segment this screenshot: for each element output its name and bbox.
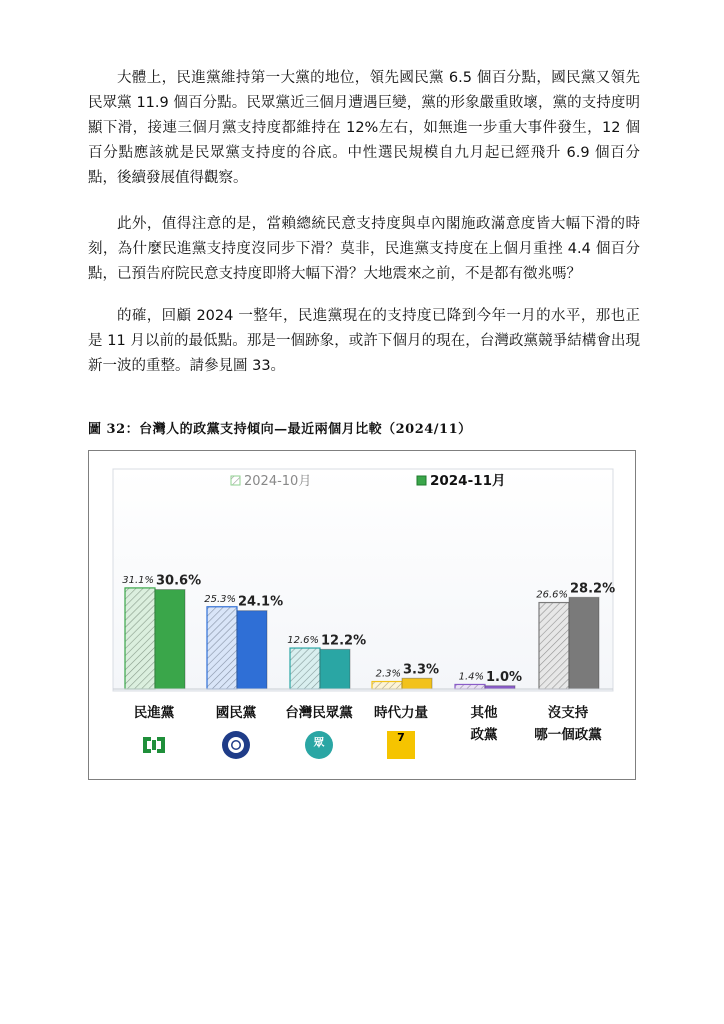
data-label-oct-5: 1.4% xyxy=(458,671,484,683)
data-label-nov-4: 3.3% xyxy=(403,662,440,678)
bar-oct-tint-1 xyxy=(125,588,155,689)
legend-label-2: 2024-11月 xyxy=(430,473,506,489)
category-label-line: 政黨 xyxy=(470,727,498,743)
paragraph-2: 此外，值得注意的是，當賴總統民意支持度與卓內閣施政滿意度皆大幅下滑的時刻，為什麼民進黨支持度沒同步下滑？莫非，民進黨支持度在上個月重挫 4.4 個百分點，已預告府院民意支持度即將大幅下滑？大地震來之前，不是都有徵兆嗎？ xyxy=(88,216,640,282)
data-label-nov-5: 1.0% xyxy=(486,669,523,685)
category-label-line: 其他 xyxy=(470,705,498,721)
category-label-3 xyxy=(274,702,364,724)
bar-oct-tint-5 xyxy=(455,684,485,689)
data-label-nov-1: 30.6% xyxy=(156,573,202,589)
legend-swatch-1 xyxy=(231,476,240,485)
bar-nov-1 xyxy=(155,590,185,689)
data-label-nov-6: 28.2% xyxy=(570,581,616,597)
bar-oct-tint-4 xyxy=(372,682,402,689)
legend-label-1: 2024-10月 xyxy=(244,474,312,489)
bar-oct-tint-3 xyxy=(290,648,320,689)
data-label-oct-3: 12.6% xyxy=(287,635,319,647)
category-label-6 xyxy=(523,702,613,746)
dpp-logo-icon xyxy=(140,731,168,759)
data-label-nov-2: 24.1% xyxy=(238,594,284,610)
category-label-line: 民進黨 xyxy=(133,705,175,721)
data-label-nov-3: 12.2% xyxy=(321,633,367,649)
data-label-oct-2: 25.3% xyxy=(204,593,236,605)
bar-nov-6 xyxy=(569,597,599,689)
category-label-line: 沒支持 xyxy=(547,705,589,721)
category-label-4 xyxy=(356,702,446,724)
bar-nov-3 xyxy=(320,649,350,689)
tpp-logo-icon: 眾 xyxy=(305,731,333,759)
figure-caption: 圖 32：台灣人的政黨支持傾向—最近兩個月比較（2024/11） xyxy=(88,422,472,437)
category-label-line: 台灣民眾黨 xyxy=(285,705,353,721)
bar-nov-2 xyxy=(237,611,267,689)
npp-logo-icon: 7 xyxy=(387,731,415,759)
data-label-oct-4: 2.3% xyxy=(375,668,401,680)
data-label-oct-1: 31.1% xyxy=(122,574,154,586)
category-label-line: 國民黨 xyxy=(215,705,257,721)
bar-nov-4 xyxy=(402,678,432,689)
data-label-oct-6: 26.6% xyxy=(536,589,568,601)
bar-oct-tint-6 xyxy=(539,603,569,689)
category-label-line: 哪一個政黨 xyxy=(534,727,602,743)
category-label-1 xyxy=(109,702,199,724)
category-label-2 xyxy=(191,702,281,724)
legend-swatch-2 xyxy=(417,476,426,485)
category-label-5 xyxy=(439,702,529,746)
bar-oct-tint-2 xyxy=(207,607,237,689)
kmt-logo-icon xyxy=(222,731,250,759)
paragraph-3: 的確，回顧 2024 一整年，民進黨現在的支持度已降到今年一月的水平，那也正是 11 月以前的最低點。那是一個跡象，或許下個月的現在，台灣政黨競爭結構會出現新一波的重整。請參見圖 33。 xyxy=(88,308,640,374)
category-label-line: 時代力量 xyxy=(374,705,428,721)
paragraph-1: 大體上，民進黨維持第一大黨的地位，領先國民黨 6.5 個百分點，國民黨又領先民眾黨 11.9 個百分點。民眾黨近三個月遭遇巨變，黨的形象嚴重敗壞，黨的支持度明顯下滑，接連三個月黨支持度都維持在 12%左右，如無進一步重大事件發生，12 個百分點應該就是民眾黨支持度的谷底。中性選民規模自九月起已經飛升 6.9 個百分點，後續發展值得觀察。 xyxy=(88,70,640,186)
